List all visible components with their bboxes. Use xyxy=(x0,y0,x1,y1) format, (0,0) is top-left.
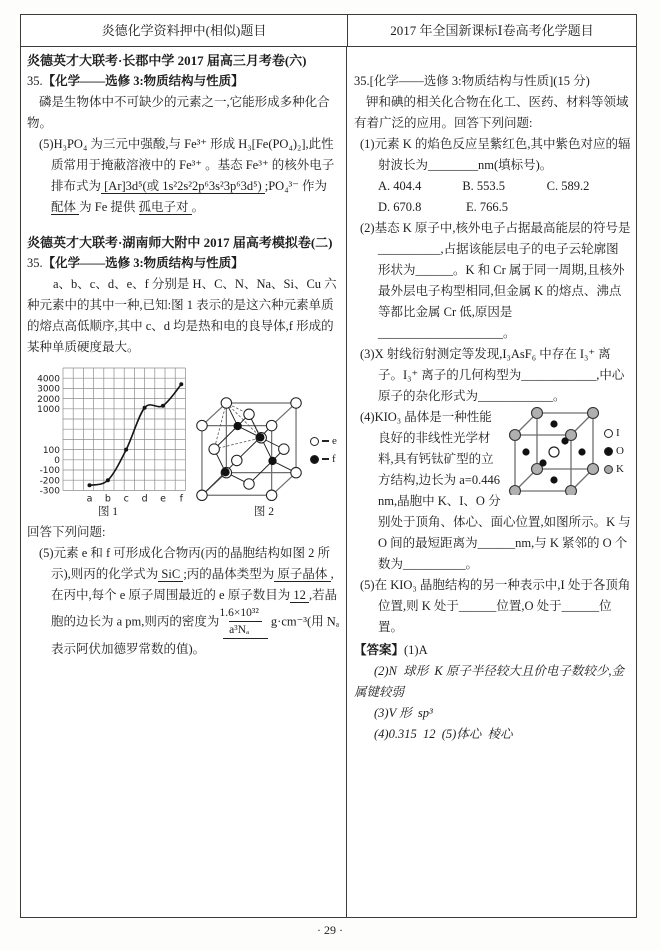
header-right-title: 2017 年全国新课标Ⅰ卷高考化学题目 xyxy=(390,23,594,38)
option-b: B. 553.5 xyxy=(462,179,506,193)
svg-text:-300: -300 xyxy=(39,486,60,497)
header-row xyxy=(21,15,636,47)
options-row-abc xyxy=(354,176,631,197)
left-column xyxy=(21,47,347,917)
kio3-figure xyxy=(507,407,631,495)
svg-text:a: a xyxy=(86,493,93,504)
svg-text:-200: -200 xyxy=(39,476,60,487)
header-cell-gaokao-questions xyxy=(348,15,636,46)
open-circle-icon xyxy=(604,429,613,438)
question-item-5-phosphorus: (5)H₃PO₄ 为三元中强酸,与 Fe³⁺ 形成 H₃[Fe(PO₄)₂],此性质常用于掩蔽溶液中的 Fe³⁺ 。基态 Fe³⁺ 的核外电子排布式为 [Ar]3d⁵(或 1s²2s²2p⁶3s²3p⁶3d⁵) ;PO₄³⁻ 作为 配体 为 Fe 提供 孤电子对 。 xyxy=(39,137,335,214)
question-intro-phosphorus: 磷是生物体中不可缺少的元素之一,它能形成多种化合物。 xyxy=(27,95,330,130)
fig2-figure xyxy=(191,396,337,520)
question-intro-potassium-iodine: 钾和碘的相关化合物在化工、医药、材料等领域有着广泛的应用。回答下列问题: xyxy=(354,95,629,130)
svg-text:1000: 1000 xyxy=(37,405,60,415)
svg-text:-100: -100 xyxy=(39,466,60,477)
option-a: A. 404.4 xyxy=(378,179,422,193)
answers-block xyxy=(354,640,631,745)
legend-entry-k xyxy=(604,463,624,475)
fig2-wrap xyxy=(191,396,337,504)
legend-label-i: I xyxy=(616,427,620,439)
question-4 xyxy=(354,407,631,575)
gray-circle-icon xyxy=(604,465,613,474)
legend-label-o: O xyxy=(616,445,624,457)
option-e: E. 766.5 xyxy=(466,200,509,214)
kio3-unit-cell-diagram xyxy=(507,407,601,495)
svg-text:4000: 4000 xyxy=(37,374,60,385)
svg-text:b: b xyxy=(104,493,111,504)
legend-dash xyxy=(322,440,329,441)
option-c: C. 589.2 xyxy=(546,179,590,193)
i-atom-open-circle xyxy=(549,447,559,457)
legend-dash xyxy=(322,458,329,459)
columns-wrapper xyxy=(21,47,636,917)
answer-2: (2)N 球形 K 原子半径较大且价电子数较少,金属键较弱 xyxy=(354,664,625,699)
header-left-title: 炎德化学资料押中(相似)题目 xyxy=(101,23,267,38)
options-row-de xyxy=(354,197,631,218)
fig2-caption: 图 2 xyxy=(253,506,274,518)
answer-3: (3)V 形 sp³ xyxy=(374,706,433,720)
svg-text:f: f xyxy=(179,493,183,504)
fig1-figure xyxy=(27,362,189,520)
legend-label-f: f xyxy=(332,453,336,465)
question-intro-elements: a、b、c、d、e、f 分别是 H、C、N、Na、Si、Cu 六种元素中的其中一种,已知:图 1 表示的是这六种元素单质的熔点高低顺序,其中 c、d 均是热和电的良导体,f 形成的某种单质硬度最大。 xyxy=(27,277,337,354)
svg-text:100: 100 xyxy=(42,445,60,456)
svg-text:e: e xyxy=(160,493,166,504)
question-4-text: (4)KIO₃ 晶体是一种性能良好的非线性光学材料,具有钙钛矿型的立方结构,边长为 a=0.446 nm,晶胞中 K、I、O 分别处于顶角、体心、面心位置,如图所示。K 与 O 间的最短距离为______nm,与 K 紧邻的 O 个数为__________。 xyxy=(360,410,631,571)
svg-text:c: c xyxy=(123,493,129,504)
option-d: D. 670.8 xyxy=(378,200,422,214)
answer-1: (1)A xyxy=(404,643,428,657)
svg-text:d: d xyxy=(141,493,148,504)
sic-unit-cell-diagram xyxy=(191,396,307,504)
section-gap xyxy=(27,218,342,232)
legend-entry-f xyxy=(310,453,337,465)
answer-4: (4)0.315 12 (5)体心 棱心 xyxy=(374,727,513,741)
legend-label-e: e xyxy=(332,435,337,447)
legend-entry-o xyxy=(604,445,624,457)
question-1: (1)元素 K 的焰色反应呈紫红色,其中紫色对应的辐射波长为________nm(填标号)。 xyxy=(360,137,631,172)
legend-label-k: K xyxy=(616,463,624,475)
fig1-plot xyxy=(27,362,189,504)
legend-entry-e xyxy=(310,435,337,447)
filled-circle-icon xyxy=(604,447,613,456)
question-head-left-1: 35.【化学——选修 3:物质结构与性质】 xyxy=(27,74,244,88)
question-item-5-sic: (5)元素 e 和 f 可形成化合物丙(丙的晶胞结构如图 2 所示),则丙的化学式为 SiC ;丙的晶体类型为 原子晶体 ,在丙中,每个 e 原子周围最近的 e 原子数目为 12 ,若晶胞的边长为 a pm,则丙的密度为 $\frac{\text{1.6×10³²}}{\text{a³Nₐ}}$ g·cm⁻³(用 Nₐ 表示阿伏加德罗常数的值)。 xyxy=(39,546,340,656)
figures-row xyxy=(27,362,342,520)
svg-text:2000: 2000 xyxy=(37,394,60,405)
right-column xyxy=(347,47,636,917)
page-border xyxy=(20,14,637,918)
source-title-changjun: 炎德英才大联考·长郡中学 2017 届高三月考卷(六) xyxy=(27,53,307,68)
answer-label: 【答案】 xyxy=(354,643,405,657)
source-title-shida-fuzhong: 炎德英才大联考·湖南师大附中 2017 届高考模拟卷(二) xyxy=(27,235,333,250)
answer-line-1 xyxy=(354,640,631,661)
header-cell-similar-questions xyxy=(21,15,348,46)
filled-circle-icon xyxy=(310,455,319,464)
question-3: (3)X 射线衍射测定等发现,I₃AsF₆ 中存在 I₃⁺ 离子。I₃⁺ 离子的几何构型为____________,中心原子的杂化形式为____________。 xyxy=(360,347,625,403)
svg-text:3000: 3000 xyxy=(37,384,60,395)
kio3-legend xyxy=(604,427,624,475)
question-head-left-2: 35.【化学——选修 3:物质结构与性质】 xyxy=(27,256,244,270)
question-5: (5)在 KIO₃ 晶胞结构的另一种表示中,I 处于各顶角位置,则 K 处于______位置,O 处于______位置。 xyxy=(360,578,631,634)
fig2-legend xyxy=(310,435,337,465)
fig1-caption: 图 1 xyxy=(97,506,119,518)
question-head-right: 35.[化学——选修 3:物质结构与性质](15 分) xyxy=(354,74,590,88)
svg-text:0: 0 xyxy=(54,456,60,466)
question-2: (2)基态 K 原子中,核外电子占据最高能层的符号是__________,占据该能层电子的电子云轮廓图形状为______。K 和 Cr 属于同一周期,且核外最外层电子构型相同,但金属 K 的熔点、沸点等都比金属 Cr 低,原因是____________________。 xyxy=(360,221,631,340)
page-number: · 29 · xyxy=(317,923,343,937)
open-circle-icon xyxy=(310,437,319,446)
legend-entry-i xyxy=(604,427,624,439)
ask-line: 回答下列问题: xyxy=(27,525,106,539)
